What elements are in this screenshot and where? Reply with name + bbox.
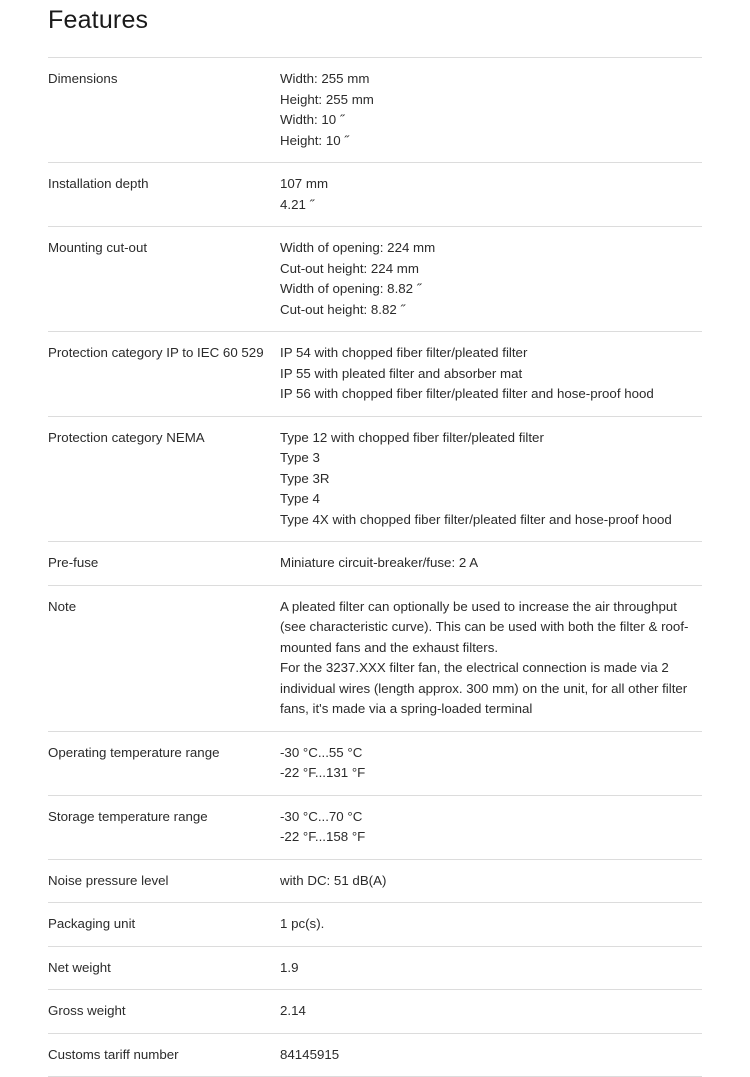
feature-value-cell (280, 58, 702, 163)
feature-value-line: 2.14 (280, 1003, 306, 1018)
feature-value-line: Width of opening: 8.82 ˝ (280, 281, 422, 296)
feature-label-cell (48, 58, 280, 163)
page-title: Features (48, 6, 149, 34)
feature-label-cell (48, 731, 280, 795)
feature-value-line: -30 °C...55 °C (280, 744, 363, 760)
feature-label-line: Installation depth (48, 176, 149, 191)
feature-value-cell (280, 542, 702, 586)
feature-value-line: 1 pc(s). (280, 916, 325, 931)
feature-label-cell (48, 542, 280, 586)
feature-value-line: Type 12 with chopped fiber filter/pleated filter (280, 429, 544, 445)
feature-value-cell (280, 163, 702, 227)
feature-value-line: Height: 10 ˝ (280, 132, 349, 148)
table-row (48, 163, 702, 227)
feature-value-cell (280, 946, 702, 990)
feature-value-line: 84145915 (280, 1046, 340, 1062)
feature-label-cell (48, 163, 280, 227)
table-row (48, 990, 702, 1034)
feature-label-cell (48, 990, 280, 1034)
feature-label-cell (48, 859, 280, 903)
feature-value-line: 107 mm (280, 176, 329, 191)
feature-value-cell (280, 332, 702, 417)
feature-label-line: Mounting cut-out (48, 240, 148, 255)
feature-label-cell (48, 795, 280, 859)
feature-label-line: Storage temperature range (48, 808, 208, 824)
feature-value-cell (280, 903, 702, 947)
feature-value-line: Cut-out height: 224 mm (280, 260, 419, 276)
feature-value-line: Miniature circuit-breaker/fuse: 2 A (280, 555, 479, 570)
feature-label-line: Note (48, 598, 77, 614)
table-row (48, 416, 702, 542)
feature-value-cell (280, 585, 702, 731)
feature-value-line: IP 54 with chopped fiber filter/pleated filter (280, 345, 528, 360)
feature-label-line: Noise pressure level (48, 872, 169, 888)
feature-value-line: -22 °F...131 °F (280, 765, 366, 780)
feature-value-line: For the 3237.XXX filter fan, the electrical connection is made via 2 individual wires (length approx. 300 mm) on the unit, for all other filter fans, it's made via a spring-loaded terminal (280, 660, 688, 716)
features-table-body (48, 58, 702, 1077)
feature-label-cell (48, 1033, 280, 1077)
feature-value-line: Height: 255 mm (280, 91, 374, 107)
table-row (48, 946, 702, 990)
feature-label-line: Operating temperature range (48, 744, 220, 760)
feature-value-line: Width: 255 mm (280, 71, 370, 86)
feature-label-line: Dimensions (48, 71, 118, 86)
table-row (48, 859, 702, 903)
feature-value-line: -22 °F...158 °F (280, 829, 366, 844)
feature-value-cell (280, 227, 702, 332)
feature-label-line: Protection category IP to IEC 60 529 (48, 345, 264, 360)
table-row (48, 542, 702, 586)
feature-value-line: Cut-out height: 8.82 ˝ (280, 301, 405, 317)
feature-value-line: A pleated filter can optionally be used to increase the air throughput (see characteristic curve). This can be used with both the filter & roof-mounted fans and the exhaust filters. (280, 598, 689, 655)
feature-label-cell (48, 903, 280, 947)
table-row (48, 731, 702, 795)
feature-value-line: -30 °C...70 °C (280, 808, 363, 824)
feature-label-line: Pre-fuse (48, 555, 99, 570)
feature-value-cell (280, 859, 702, 903)
feature-value-cell (280, 731, 702, 795)
table-row (48, 903, 702, 947)
feature-value-line: Type 3 (280, 450, 320, 465)
feature-value-line: Width of opening: 224 mm (280, 240, 436, 255)
table-row (48, 585, 702, 731)
feature-value-line: Type 4 (280, 491, 320, 506)
feature-label-cell (48, 227, 280, 332)
feature-label-line: Net weight (48, 959, 111, 975)
feature-value-line: 4.21 ˝ (280, 196, 315, 212)
feature-label-line: Customs tariff number (48, 1046, 179, 1062)
feature-value-line: Type 4X with chopped fiber filter/pleated filter and hose-proof hood (280, 511, 672, 527)
feature-label-cell (48, 332, 280, 417)
feature-label-line: Packaging unit (48, 916, 136, 931)
feature-value-line: IP 56 with chopped fiber filter/pleated filter and hose-proof hood (280, 386, 654, 401)
feature-value-line: Width: 10 ˝ (280, 112, 345, 127)
table-row (48, 332, 702, 417)
feature-label-line: Gross weight (48, 1003, 126, 1018)
feature-value-line: 1.9 (280, 959, 299, 975)
feature-value-cell (280, 416, 702, 542)
table-row (48, 227, 702, 332)
feature-label-line: Protection category NEMA (48, 429, 205, 445)
feature-value-line: with DC: 51 dB(A) (280, 872, 387, 888)
table-row (48, 795, 702, 859)
table-row (48, 58, 702, 163)
feature-label-cell (48, 585, 280, 731)
feature-value-cell (280, 990, 702, 1034)
feature-value-line: Type 3R (280, 470, 330, 486)
feature-value-line: IP 55 with pleated filter and absorber mat (280, 365, 523, 381)
feature-label-cell (48, 946, 280, 990)
table-row (48, 1033, 702, 1077)
feature-value-cell (280, 795, 702, 859)
feature-value-cell (280, 1033, 702, 1077)
feature-label-cell (48, 416, 280, 542)
features-table (48, 57, 702, 1077)
